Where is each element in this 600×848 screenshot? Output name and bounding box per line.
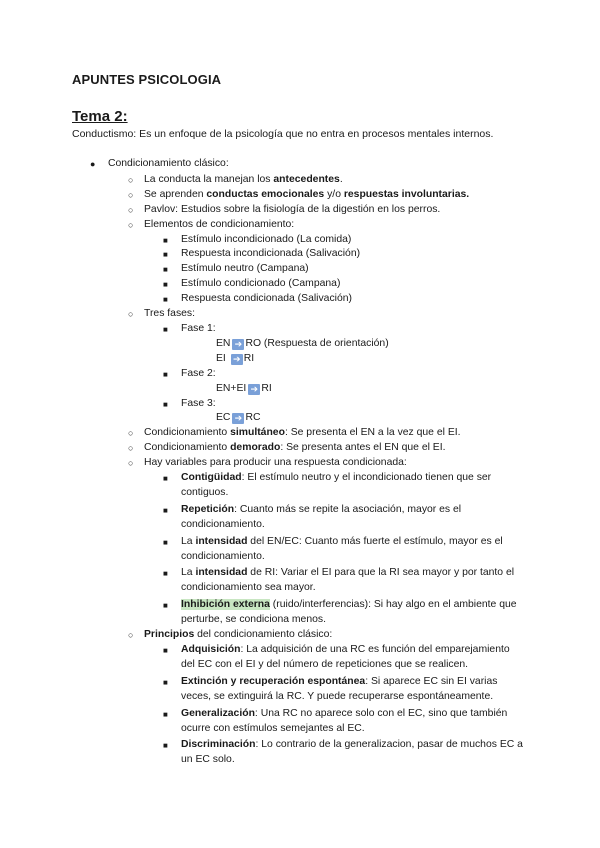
list-item: ○ Condicionamiento simultáneo: Se presenta el EN a la vez que el EI. (0, 426, 600, 441)
list-item: ■ Repetición: Cuanto más se repite la asociación, mayor es el condicionamiento. (163, 503, 462, 530)
list-item: ■ Estímulo neutro (Campana) (0, 262, 600, 277)
bullet-circle-icon: ○ (128, 174, 134, 185)
list-item: ■ Extinción y recuperación espontánea: Si aparece EC sin EI varias veces, se extinguirá la RC. Y puede recuperarse espontáneamente. (163, 675, 498, 702)
list-item: ■ Respuesta condicionada (Salivación) (0, 292, 600, 307)
bullet-square-icon: ■ (163, 474, 168, 484)
bullet-square-icon: ■ (163, 505, 168, 515)
list-item: ○ Elementos de condicionamiento: (0, 218, 600, 233)
right-arrow-icon: ➔ (232, 339, 244, 350)
bullet-square-icon: ■ (163, 741, 168, 751)
list-item: ○ La conducta la manejan los antecedentes. (0, 173, 600, 188)
list-item: ■ Fase 1: (0, 322, 600, 337)
bullet-square-icon: ■ (163, 250, 168, 260)
bullet-square-icon: ■ (163, 235, 168, 245)
list-item: ■ Discriminación: Lo contrario de la generalizacion, pasar de muchos EC a un EC solo. (163, 739, 523, 766)
bullet-circle-icon: ○ (128, 428, 134, 439)
bullet-circle-icon: ○ (128, 219, 134, 230)
list-item: ○ Tres fases: (0, 307, 600, 322)
section-heading: Tema 2: (72, 108, 128, 125)
bullet-square-icon: ■ (163, 324, 168, 334)
bullet-square-icon: ■ (163, 677, 168, 687)
list-item: ■ Adquisición: La adquisición de una RC es función del emparejamiento del EC con el EI y del número de repeticiones que se realicen. (163, 644, 510, 670)
list-item: ○ Se aprenden conductas emocionales y/o respuestas involuntarias. (0, 188, 600, 203)
bullet-square-icon: ■ (163, 709, 168, 719)
bullet-circle-icon: ○ (128, 443, 134, 454)
bullet-circle-icon: ○ (128, 309, 134, 320)
bullet-square-icon: ■ (163, 601, 168, 611)
list-item: ○ Hay variables para producir una respuesta condicionada: (0, 456, 600, 471)
list-item: ■ Fase 3: (0, 397, 600, 412)
phase-formula: EN+EI ➔ RI (216, 382, 272, 394)
bullet-circle-icon: ○ (128, 189, 134, 200)
right-arrow-icon: ➔ (232, 413, 244, 424)
document-title: APUNTES PSICOLOGIA (72, 72, 222, 87)
right-arrow-icon: ➔ (248, 384, 260, 395)
bullet-circle-icon: ○ (128, 630, 134, 641)
right-arrow-icon: ➔ (231, 354, 243, 365)
phase-formula: EN ➔ RO (Respuesta de orientación) (216, 337, 389, 349)
phase-formula: EC ➔ RC (216, 412, 261, 424)
list-item: ■ Estímulo incondicionado (La comida) (0, 233, 600, 248)
highlighted-term: Inhibición externa (181, 599, 270, 611)
bullet-square-icon: ■ (163, 399, 168, 409)
list-item: ■ Fase 2: (0, 367, 600, 382)
list-item: ■ La intensidad de RI: Variar el EI para que la RI sea mayor y por tanto el condicionamiento sea mayor. (163, 567, 515, 594)
list-item: ■ La intensidad del EN/EC: Cuanto más fuerte el estímulo, mayor es el condicionamiento. (163, 535, 503, 562)
bullet-square-icon: ■ (163, 646, 168, 655)
list-item: ■ Respuesta incondicionada (Salivación) (0, 247, 600, 262)
list-item: ■ Inhibición externa (ruido/interferencias): Si hay algo en el ambiente que perturbe, se condiciona menos. (163, 599, 517, 626)
bullet-square-icon: ■ (163, 569, 168, 579)
list-item: ■ Estímulo condicionado (Campana) (0, 277, 600, 292)
bullet-square-icon: ■ (163, 295, 168, 305)
bullet-disc-icon: ● (90, 159, 96, 169)
notes-outline (0, 157, 600, 768)
bullet-square-icon: ■ (163, 537, 168, 547)
bullet-circle-icon: ○ (128, 458, 134, 469)
bullet-circle-icon: ○ (128, 204, 134, 215)
list-item: ○ Pavlov: Estudios sobre la fisiología de la digestión en los perros. (0, 203, 600, 218)
list-item: ● Condicionamiento clásico: (0, 157, 600, 172)
list-item: ○ Principios del condicionamiento clásico: (0, 628, 600, 643)
list-item: ○ Condicionamiento demorado: Se presenta antes el EN que el EI. (0, 441, 600, 456)
intro-paragraph: Conductismo: Es un enfoque de la psicología que no entra en procesos mentales internos. (72, 128, 494, 140)
bullet-square-icon: ■ (163, 369, 168, 379)
list-item: ■ Contigüidad: El estímulo neutro y el incondicionado tienen que ser contiguos. (163, 472, 492, 498)
list-item: ■ Generalización: Una RC no aparece solo con el EC, sino que también ocurre con estímulos semejantes al EC. (163, 707, 508, 734)
bullet-square-icon: ■ (163, 280, 168, 290)
phase-formula: EI ➔ RI (216, 352, 255, 364)
bullet-square-icon: ■ (163, 265, 168, 275)
